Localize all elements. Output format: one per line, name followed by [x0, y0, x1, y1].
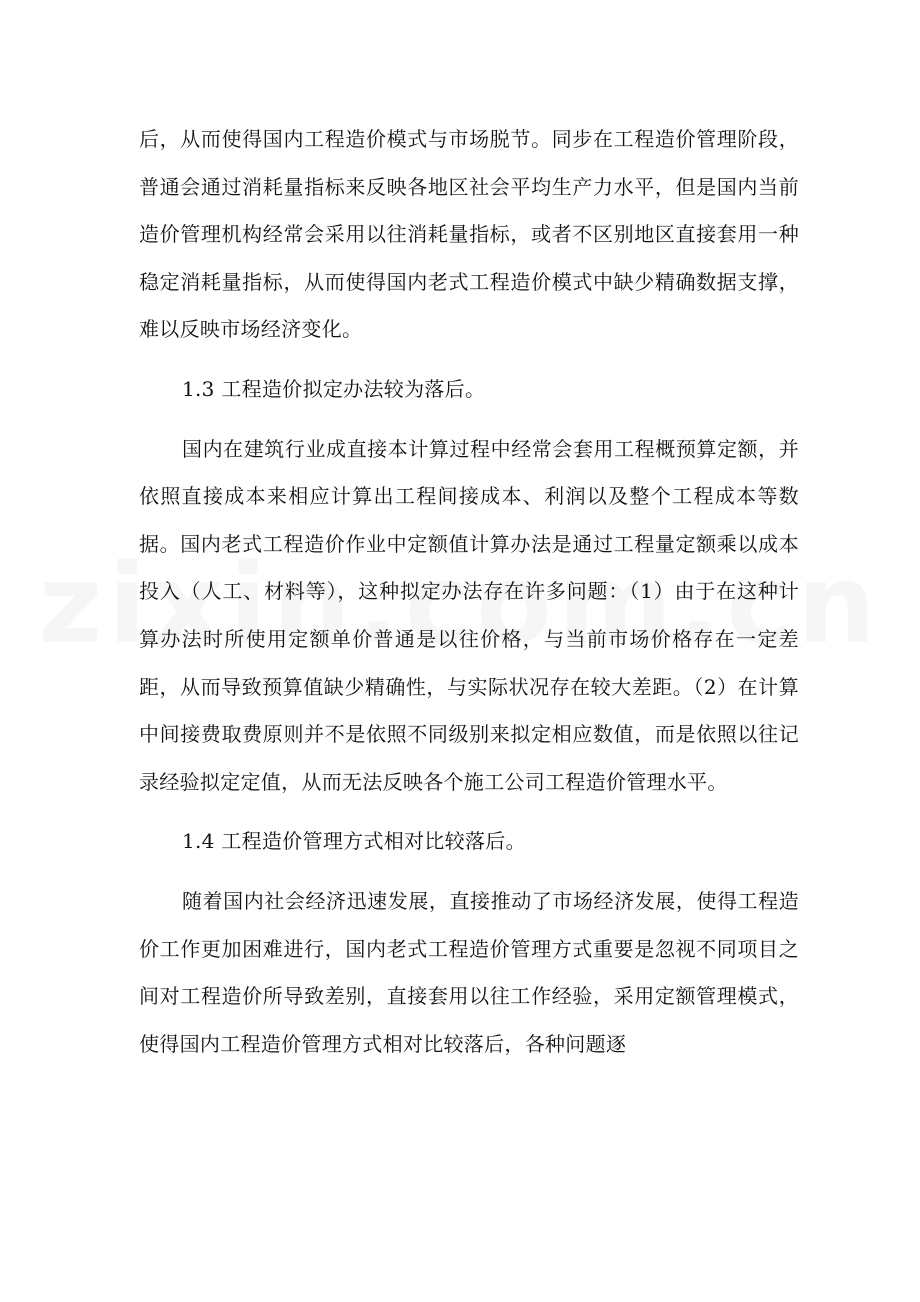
paragraph-section-1-3: 国内在建筑行业成直接本计算过程中经常会套用工程概预算定额，并依照直接成本来相应计算出工程间接成本、利润以及整个工程成本等数据。国内老式工程造价作业中定额值计算办法是通过工程量定额乘以成本投入（人工、材料等），这种拟定办法存在许多问题：（1）由于在这种计算办法时所使用定额单价普通是以往价格，与当前市场价格存在一定差距，从而导致预算值缺少精确性，与实际状况存在较大差距。（2）在计算中间接费取费原则并不是依照不同级别来拟定相应数值，而是依照以往记录经验拟定定值，从而无法反映各个施工公司工程造价管理水平。 — [139, 436, 799, 794]
spacer — [139, 414, 799, 426]
section-heading-1-3: 1.3 工程造价拟定办法较为落后。 — [182, 376, 486, 401]
document-body — [139, 116, 799, 1068]
paragraph-section-1-4: 随着国内社会经济迅速发展，直接推动了市场经济发展，使得工程造价工作更加困难进行，国内老式工程造价管理方式重要是忽视不同项目之间对工程造价所导致差别，直接套用以往工作经验，采用定额管理模式，使得国内工程造价管理方式相对比较落后，各种问题逐 — [139, 888, 799, 1056]
spacer — [139, 806, 799, 818]
spacer — [139, 354, 799, 366]
section-heading-1-4: 1.4 工程造价管理方式相对比较落后。 — [182, 829, 526, 854]
paragraph-continuation: 后，从而使得国内工程造价模式与市场脱节。同步在工程造价管理阶段，普通会通过消耗量指标来反映各地区社会平均生产力水平，但是国内当前造价管理机构经常会采用以往消耗量指标，或者不区别地区直接套用一种稳定消耗量指标，从而使得国内老式工程造价模式中缺少精确数据支撑，难以反映市场经济变化。 — [139, 127, 799, 342]
spacer — [139, 866, 799, 878]
